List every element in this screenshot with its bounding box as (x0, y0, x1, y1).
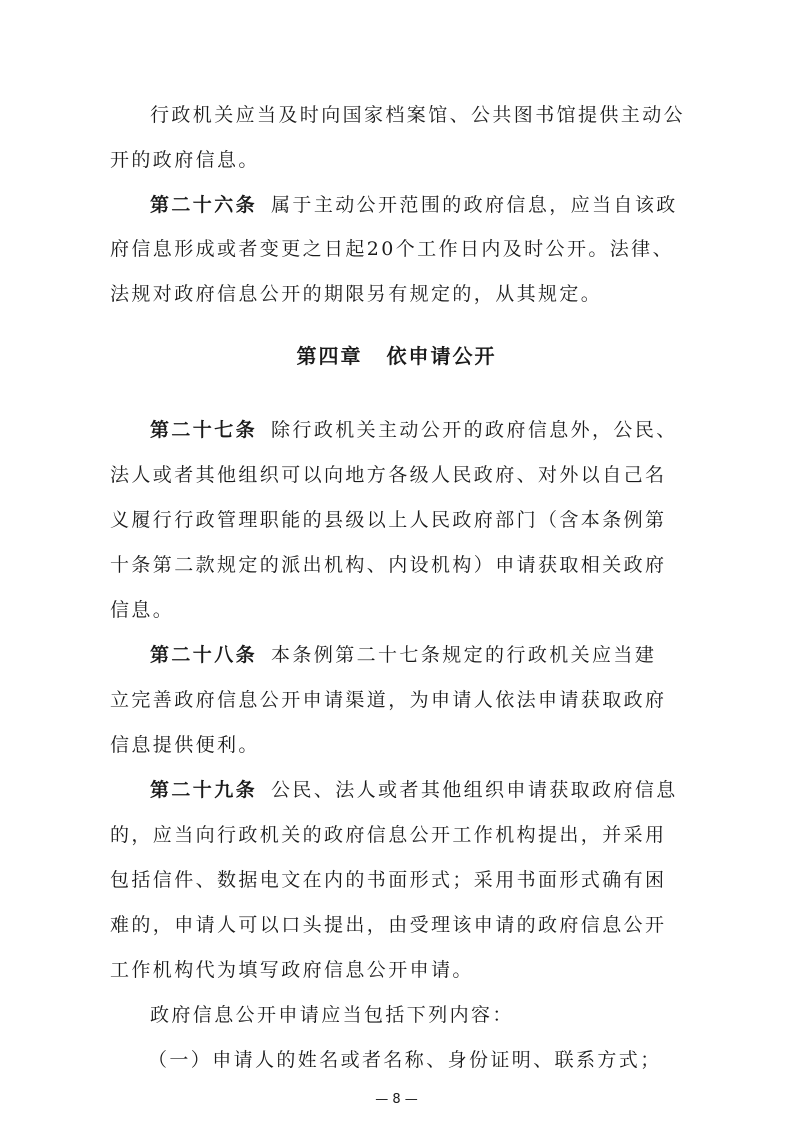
article-28-line-1 (150, 643, 680, 667)
article-26-heading: 第二十六条 (150, 194, 258, 216)
article-28-heading: 第二十八条 (150, 644, 258, 666)
article-29-line-2: 的，应当向行政机关的政府信息公开工作机构提出，并采用 (110, 824, 667, 846)
paragraph-1-line-2: 开的政府信息。 (110, 149, 260, 171)
chapter-number: 第四章 (296, 344, 363, 368)
chapter-heading (0, 343, 793, 369)
article-27-line-2: 法人或者其他组织可以向地方各级人民政府、对外以自己名 (110, 464, 667, 486)
article-29-line-1 (150, 778, 680, 802)
article-26-text-1: 属于主动公开范围的政府信息，应当自该政 (271, 194, 678, 216)
article-27-line-3: 义履行行政管理职能的县级以上人民政府部门（含本条例第 (110, 509, 667, 531)
article-27-line-5: 信息。 (110, 599, 175, 621)
article-28-line-3: 信息提供便利。 (110, 734, 260, 756)
article-29-line-5: 工作机构代为填写政府信息公开申请。 (110, 959, 474, 981)
page-number: — 8 — (375, 1092, 418, 1107)
article-26-line-3: 法规对政府信息公开的期限另有规定的，从其规定。 (110, 283, 603, 305)
chapter-title: 依申请公开 (386, 344, 497, 368)
article-27-line-1 (150, 418, 680, 442)
article-29-heading: 第二十九条 (150, 779, 258, 801)
article-28-line-2: 立完善政府信息公开申请渠道，为申请人依法申请获取政府 (110, 689, 667, 711)
article-27-text-1: 除行政机关主动公开的政府信息外，公民、 (271, 419, 678, 441)
article-28-text-1: 本条例第二十七条规定的行政机关应当建 (271, 644, 657, 666)
paragraph-1-line-1: 行政机关应当及时向国家档案馆、公共图书馆提供主动公 (150, 104, 686, 126)
list-intro-line: 政府信息公开申请应当包括下列内容： (150, 1004, 514, 1026)
article-27-heading: 第二十七条 (150, 419, 258, 441)
article-27-line-4: 十条第二款规定的派出机构、内设机构）申请获取相关政府 (110, 554, 667, 576)
article-29-line-3: 包括信件、数据电文在内的书面形式；采用书面形式确有困 (110, 869, 667, 891)
article-29-text-1: 公民、法人或者其他组织申请获取政府信息 (271, 779, 678, 801)
list-item-1-line: （一）申请人的姓名或者名称、身份证明、联系方式； (148, 1049, 662, 1071)
article-26-line-1 (150, 193, 680, 217)
article-29-line-4: 难的，申请人可以口头提出，由受理该申请的政府信息公开 (110, 914, 667, 936)
article-26-line-2: 府信息形成或者变更之日起20个工作日内及时公开。法律、 (110, 238, 674, 260)
